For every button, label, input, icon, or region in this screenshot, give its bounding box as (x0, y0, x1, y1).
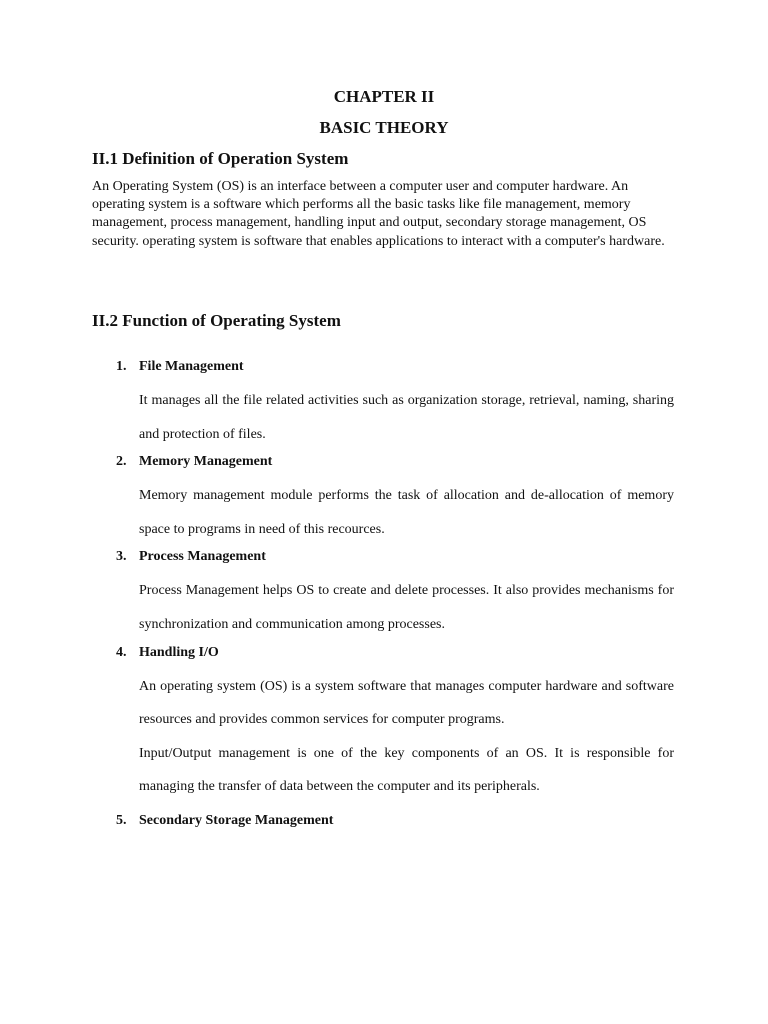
list-item-header (92, 356, 692, 378)
list-item-header (92, 451, 692, 473)
list-item-title: Memory Management (139, 454, 273, 470)
list-item (92, 546, 692, 641)
list-item-description: An operating system (OS) is a system software that manages computer hardware and software resources and provides common services for computer programs. (139, 678, 674, 728)
definition-paragraph: An Operating System (OS) is an interface between a computer user and computer hardware. An operating system is a software which performs all the basic tasks like file management, memory management, process management, handling input and output, secondary storage management, OS security. operating system is software that enables applications to interact with a computer's hardware. (92, 179, 665, 249)
list-item-title: Process Management (139, 549, 266, 565)
list-item-description: It manages all the file related activities such as organization storage, retrieval, naming, sharing and protection of files. (139, 393, 674, 442)
list-item-header (92, 546, 692, 568)
list-item-title: File Management (139, 359, 244, 374)
section-heading-definition: II.1 Definition of Operation System (92, 149, 349, 168)
list-item (92, 642, 692, 804)
list-item (92, 451, 692, 546)
list-item (92, 356, 692, 451)
list-item-title: Secondary Storage Management (139, 812, 334, 828)
list-item-number: 2. (116, 454, 127, 470)
chapter-subtitle: BASIC THEORY (319, 118, 449, 137)
list-item-number: 3. (116, 549, 127, 565)
list-item-header (92, 810, 692, 832)
section-heading-functions: II.2 Function of Operating System (92, 311, 341, 330)
list-item-header (92, 642, 692, 664)
list-item-number: 1. (116, 359, 127, 374)
chapter-title: CHAPTER II (333, 87, 435, 106)
list-item-number: 5. (116, 812, 127, 828)
list-item (92, 810, 692, 832)
list-item-title: Handling I/O (139, 644, 219, 660)
functions-list (92, 356, 692, 832)
list-item-description: Process Management helps OS to create and delete processes. It also provides mechanisms for synchronization and communication among processes. (139, 583, 674, 632)
list-item-description: Input/Output management is one of the key components of an OS. It is responsible for managing the transfer of data between the computer and its peripherals. (139, 745, 674, 795)
list-item-description: Memory management module performs the task of allocation and de-allocation of memory space to programs in need of this recources. (139, 488, 674, 537)
list-item-number: 4. (116, 644, 127, 660)
